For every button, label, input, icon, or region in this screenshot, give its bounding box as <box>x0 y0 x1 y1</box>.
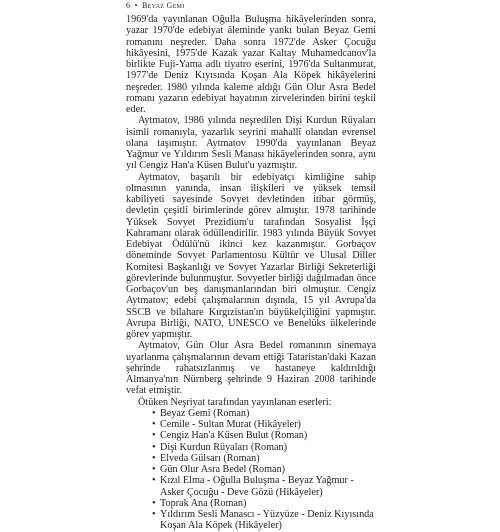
list-item: • Cemile - Sultan Murat (Hikâyeler) <box>126 419 376 430</box>
running-head <box>126 0 185 11</box>
body-text <box>126 14 376 532</box>
list-item: • Cengiz Han'a Küsen Bulut (Roman) <box>126 430 376 441</box>
list-item: • Beyaz Gemi (Roman) <box>126 408 376 419</box>
paragraph-1: 1969'da yayınlanan Oğulla Buluşma hikâyelerinden sonra, yazar 1970'de edebiyat âleminde yankı bulan Beyaz Gemi romanını neşreder. Daha sonra 1972'de Asker Çocuğu hikâyesini, 1975'de Kazak yazar Kaltay Muhamedcanov'la birlikte Fuji-Yama adlı tiyatro eserini, 1976'da Sultanmurat, 1977'de Deniz Kıyısında Koşan Ala Köpek hikâyelerini neşreder. 1980 yılında kaleme aldığı Gün Olur Asra Bedel romanı yazarın edebiyat hayatının zirvelerinden birini teşkil eder. <box>126 14 376 115</box>
header-separator: • <box>134 1 138 10</box>
paragraph-3: Aytmatov, başarılı bir edebiyatçı kimliğine sahip olmasının yanında, insan ilişkileri ve yüksek temsil kabiliyeti sayesinde Sovyet devletinden itibar görmüş, devletin çeşitli birimlerinde görev almıştır. 1978 tarihinde Yüksek Sovyet Prezidium'u tarafından Sosyalist İşçi Kahramanı olarak ödüllendirilir. 1983 yılında Büyük Sovyet Edebiyat Ödülü'nü ikinci kez kazanmıştır. Gorbaçov döneminde Sovyet Parlamentosu Kültür ve Ulusal Diller Komitesi Başkanlığı ve Sovyet Yazarlar Birliği Sekreterliği görevlerinde bulunmuştur. Sovyetler birliği dağılmadan önce Gorbaçov'un beş danışmanlarından biri olmuştur. Cengiz Aytmatov; edebi çalışmalarının dışında, 15 yıl Avrupa'da SSCB ve bilahare Kırgızistan'ın büyükelçiliğini yapmıştır. Avrupa Birliği, NATO, UNESCO ve Benelüks ülkelerinde görev yapmıştır. <box>126 171 376 340</box>
list-item: • Dişi Kurdun Rüyaları (Roman) <box>126 442 376 453</box>
paragraph-4: Aytmatov, Gün Olur Asra Bedel romanının sinemaya uyarlanma çalışmalarının devam ettiği Tataristan'daki Kazan şehrinde rahatsızlanmış ve hastaneye kaldırıldığı Almanya'nın Nürnberg şehrinde 9 Haziran 2008 tarihinde vefat etmiştir. <box>126 340 376 397</box>
works-list <box>126 408 376 532</box>
book-title: Beyaz Gemi <box>142 1 185 10</box>
works-intro: Ötüken Neşriyat tarafından yayınlanan eserleri: <box>138 396 332 408</box>
page-number: 6 <box>126 1 131 10</box>
list-item: • Gün Olur Asra Bedel (Roman) <box>126 464 376 475</box>
list-item: • Toprak Ana (Roman) <box>126 498 376 509</box>
list-item: • Yıldırım Sesli Manascı - Yüzyüze - Deniz Kıyısında Koşan Ala Köpek (Hikâyeler) <box>126 509 376 532</box>
list-item: • Kızıl Elma - Oğulla Buluşma - Beyaz Yağmur - Asker Çocuğu - Deve Gözü (Hikâyeler) <box>126 475 376 498</box>
paragraph-2: Aytmatov, 1986 yılında neşredilen Dişi Kurdun Rüyaları isimli romanıyla, yazarlık seyrini mahallî olandan evrensel olana taşımıştır. Aytmatov 1990'da yayınlanan Beyaz Yağmur ve Yıldırım Sesli Manası hikâyelerinden sonra, aynı yıl Cengiz Han'a Küsen Bulut'u yazmıştır. <box>126 115 376 172</box>
list-item: • Elveda Gülsarı (Roman) <box>126 453 376 464</box>
